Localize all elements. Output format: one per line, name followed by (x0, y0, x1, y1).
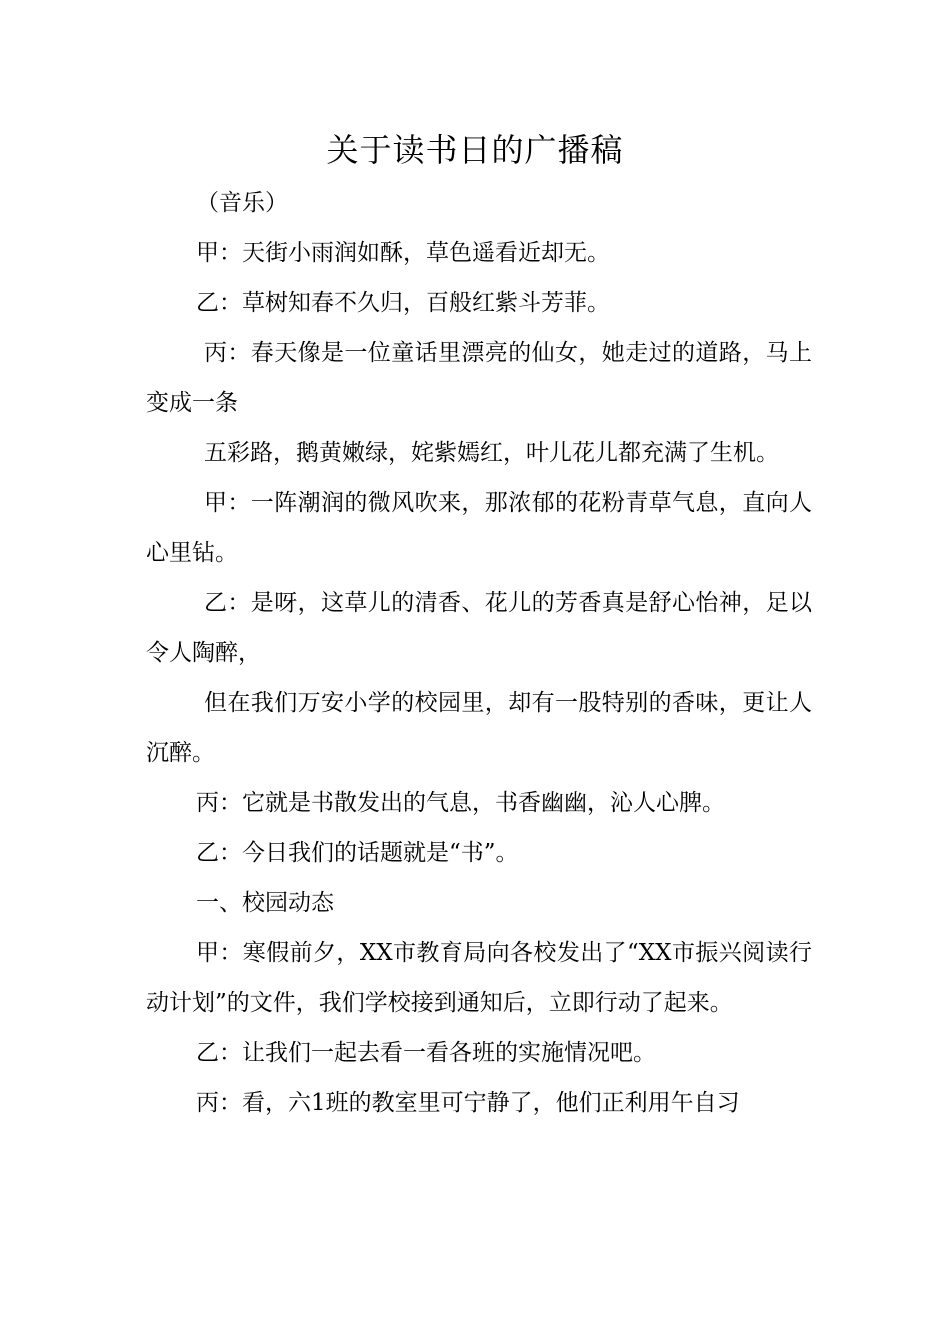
paragraph: 甲：天街小雨润如酥，草色遥看近却无。 (196, 240, 610, 266)
paragraph: 五彩路，鹅黄嫩绿，姹紫嫣红，叶儿花儿都充满了生机。 (204, 440, 779, 466)
document-body (146, 178, 812, 1128)
paragraph: 甲：一阵潮润的微风吹来，那浓郁的花粉青草气息，直向人心里钻。 (146, 490, 812, 566)
paragraph: 乙：草树知春不久归，百般红紫斗芳菲。 (196, 290, 610, 316)
paragraph-music-cue: （音乐） (196, 190, 288, 216)
paragraph: 乙：让我们一起去看一看各班的实施情况吧。 (196, 1040, 656, 1066)
paragraph: 乙：今日我们的话题就是“书”。 (196, 840, 519, 866)
paragraph: 但在我们万安小学的校园里，却有一股特别的香味，更让人沉醉。 (146, 690, 812, 766)
paragraph: 丙：看，六1班的教室里可宁静了，他们正利用午自习 (196, 1090, 740, 1116)
paragraph: 甲：寒假前夕，XX市教育局向各校发出了“XX市振兴阅读行动计划”的文件，我们学校接到通知后，立即行动了起来。 (146, 940, 812, 1016)
document-title: 关于读书日的广播稿 (326, 131, 624, 169)
section-heading: 一、校园动态 (196, 890, 334, 916)
paragraph: 乙：是呀，这草儿的清香、花儿的芳香真是舒心怡神，足以令人陶醉， (146, 590, 812, 666)
paragraph: 丙：它就是书散发出的气息，书香幽幽，沁人心脾。 (196, 790, 725, 816)
paragraph: 丙：春天像是一位童话里漂亮的仙女，她走过的道路，马上变成一条 (146, 340, 812, 416)
